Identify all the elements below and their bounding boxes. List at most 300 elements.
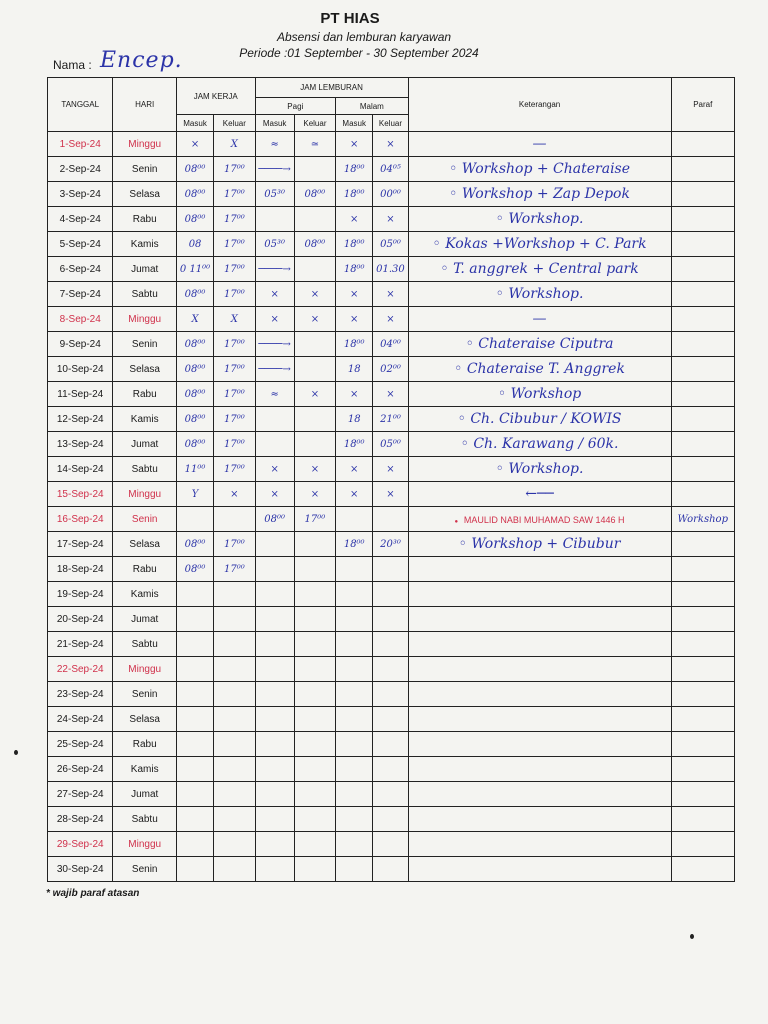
morning-ot-in-cell	[255, 832, 294, 857]
day-cell: Minggu	[113, 832, 176, 857]
work-out-cell: 17⁰⁰	[214, 182, 255, 207]
document-subtitle: Absensi dan lemburan karyawan	[276, 30, 452, 44]
paraf-cell	[671, 182, 735, 207]
night-ot-out-cell: 21⁰⁰	[373, 407, 408, 432]
paraf-cell	[671, 707, 735, 732]
morning-ot-in-cell	[255, 782, 294, 807]
night-ot-out-cell	[373, 682, 408, 707]
paraf-cell	[671, 582, 735, 607]
work-out-cell: 17⁰⁰	[214, 407, 255, 432]
day-cell: Senin	[113, 507, 176, 532]
table-row	[48, 282, 735, 307]
work-in-cell: Y	[176, 482, 213, 507]
paraf-cell	[671, 832, 735, 857]
morning-ot-out-cell	[294, 857, 335, 882]
night-ot-out-cell: ×	[373, 457, 408, 482]
night-ot-out-cell: 00⁰⁰	[373, 182, 408, 207]
night-ot-out-cell: ×	[373, 282, 408, 307]
date-cell: 5-Sep-24	[48, 232, 113, 257]
morning-ot-out-cell: 17⁰⁰	[294, 507, 335, 532]
night-ot-in-cell: 18⁰⁰	[336, 532, 373, 557]
day-cell: Kamis	[113, 582, 176, 607]
date-cell: 21-Sep-24	[48, 632, 113, 657]
table-row	[48, 807, 735, 832]
work-in-cell: 0 11⁰⁰	[176, 257, 213, 282]
date-cell: 26-Sep-24	[48, 757, 113, 782]
note-cell	[408, 757, 671, 782]
table-row	[48, 357, 735, 382]
table-row	[48, 557, 735, 582]
morning-ot-out-cell	[294, 807, 335, 832]
work-in-cell: 08⁰⁰	[176, 332, 213, 357]
date-cell: 9-Sep-24	[48, 332, 113, 357]
morning-ot-out-cell: ×	[294, 282, 335, 307]
night-ot-out-cell	[373, 607, 408, 632]
night-ot-in-cell	[336, 682, 373, 707]
morning-ot-out-cell: 08⁰⁰	[294, 232, 335, 257]
morning-ot-in-cell: ×	[255, 282, 294, 307]
work-in-cell: 08	[176, 232, 213, 257]
work-in-cell: 08⁰⁰	[176, 207, 213, 232]
night-ot-in-cell: ×	[336, 382, 373, 407]
night-ot-out-cell	[373, 832, 408, 857]
col-header-pagi-keluar: Keluar	[294, 115, 335, 132]
morning-ot-in-cell: ≈	[255, 132, 294, 157]
day-cell: Minggu	[113, 657, 176, 682]
table-row	[48, 182, 735, 207]
work-in-cell: 08⁰⁰	[176, 157, 213, 182]
work-in-cell: 08⁰⁰	[176, 357, 213, 382]
work-out-cell	[214, 832, 255, 857]
morning-ot-in-cell: 05³⁰	[255, 232, 294, 257]
night-ot-in-cell	[336, 507, 373, 532]
work-in-cell	[176, 782, 213, 807]
day-cell: Minggu	[113, 132, 176, 157]
date-cell: 24-Sep-24	[48, 707, 113, 732]
name-label: Nama :	[53, 58, 92, 72]
note-text: ◦ Workshop + Zap Depok	[449, 186, 630, 202]
note-text: ◦ Workshop	[497, 386, 582, 402]
note-text: ◦ Workshop.	[495, 211, 584, 227]
note-text: ◦ Workshop.	[495, 286, 584, 302]
morning-ot-out-cell	[294, 557, 335, 582]
morning-ot-out-cell	[294, 632, 335, 657]
note-cell	[408, 707, 671, 732]
work-in-cell: 08⁰⁰	[176, 432, 213, 457]
night-ot-out-cell: 02⁰⁰	[373, 357, 408, 382]
paraf-cell	[671, 732, 735, 757]
paraf-cell	[671, 232, 735, 257]
morning-ot-in-cell	[255, 557, 294, 582]
paraf-cell	[671, 632, 735, 657]
day-cell: Kamis	[113, 407, 176, 432]
morning-ot-out-cell: ×	[294, 382, 335, 407]
paraf-cell	[671, 457, 735, 482]
work-in-cell	[176, 682, 213, 707]
work-in-cell: 08⁰⁰	[176, 532, 213, 557]
table-row	[48, 307, 735, 332]
col-header-malam-keluar: Keluar	[373, 115, 408, 132]
paraf-cell	[671, 682, 735, 707]
day-cell: Rabu	[113, 557, 176, 582]
table-row	[48, 207, 735, 232]
note-cell	[408, 357, 671, 382]
col-header-pagi: Pagi	[255, 98, 336, 115]
note-cell	[408, 382, 671, 407]
date-cell: 23-Sep-24	[48, 682, 113, 707]
work-out-cell	[214, 732, 255, 757]
note-text: —	[532, 311, 547, 327]
work-out-cell	[214, 607, 255, 632]
morning-ot-out-cell: ×	[294, 307, 335, 332]
night-ot-out-cell: 05⁰⁰	[373, 432, 408, 457]
table-row	[48, 732, 735, 757]
attendance-table	[47, 77, 735, 882]
day-cell: Sabtu	[113, 632, 176, 657]
morning-ot-in-cell	[255, 207, 294, 232]
night-ot-out-cell: 20³⁰	[373, 532, 408, 557]
note-cell	[408, 232, 671, 257]
date-cell: 29-Sep-24	[48, 832, 113, 857]
morning-ot-out-cell	[294, 732, 335, 757]
work-out-cell: 17⁰⁰	[214, 432, 255, 457]
table-row	[48, 457, 735, 482]
night-ot-out-cell	[373, 707, 408, 732]
paraf-cell	[671, 507, 735, 532]
work-out-cell: 17⁰⁰	[214, 332, 255, 357]
night-ot-out-cell	[373, 782, 408, 807]
night-ot-in-cell	[336, 707, 373, 732]
table-row	[48, 857, 735, 882]
date-cell: 8-Sep-24	[48, 307, 113, 332]
col-header-malam: Malam	[336, 98, 409, 115]
date-cell: 20-Sep-24	[48, 607, 113, 632]
table-row	[48, 782, 735, 807]
paraf-cell	[671, 432, 735, 457]
note-cell	[408, 132, 671, 157]
note-cell	[408, 332, 671, 357]
col-header-jam-lemburan: JAM LEMBURAN	[255, 78, 408, 98]
day-cell: Minggu	[113, 482, 176, 507]
date-cell: 4-Sep-24	[48, 207, 113, 232]
morning-ot-out-cell	[294, 532, 335, 557]
day-cell: Jumat	[113, 782, 176, 807]
work-out-cell: X	[214, 132, 255, 157]
table-row	[48, 332, 735, 357]
day-cell: Senin	[113, 682, 176, 707]
night-ot-in-cell: 18⁰⁰	[336, 332, 373, 357]
footnote: * wajib paraf atasan	[46, 888, 140, 899]
note-cell	[408, 457, 671, 482]
paraf-cell	[671, 257, 735, 282]
night-ot-in-cell	[336, 607, 373, 632]
night-ot-in-cell: ×	[336, 482, 373, 507]
date-cell: 22-Sep-24	[48, 657, 113, 682]
morning-ot-out-cell	[294, 657, 335, 682]
date-cell: 13-Sep-24	[48, 432, 113, 457]
morning-ot-out-cell	[294, 257, 335, 282]
table-row	[48, 532, 735, 557]
night-ot-in-cell: 18⁰⁰	[336, 432, 373, 457]
work-in-cell	[176, 582, 213, 607]
work-out-cell	[214, 507, 255, 532]
note-cell	[408, 257, 671, 282]
morning-ot-out-cell: ×	[294, 482, 335, 507]
day-cell: Minggu	[113, 307, 176, 332]
work-out-cell	[214, 682, 255, 707]
note-text: ◦ Chateraise T. Anggrek	[454, 361, 625, 377]
day-cell: Selasa	[113, 182, 176, 207]
day-cell: Sabtu	[113, 457, 176, 482]
night-ot-out-cell	[373, 582, 408, 607]
work-in-cell	[176, 632, 213, 657]
night-ot-out-cell: ×	[373, 382, 408, 407]
table-row	[48, 232, 735, 257]
night-ot-in-cell: 18⁰⁰	[336, 182, 373, 207]
note-text: ◦ Kokas +Workshop + C. Park	[432, 236, 647, 252]
table-row	[48, 132, 735, 157]
work-out-cell	[214, 632, 255, 657]
note-cell	[408, 857, 671, 882]
night-ot-out-cell	[373, 857, 408, 882]
morning-ot-out-cell: 08⁰⁰	[294, 182, 335, 207]
morning-ot-in-cell: ×	[255, 482, 294, 507]
night-ot-in-cell	[336, 782, 373, 807]
note-cell	[408, 182, 671, 207]
paraf-cell	[671, 782, 735, 807]
date-cell: 6-Sep-24	[48, 257, 113, 282]
note-cell	[408, 532, 671, 557]
night-ot-out-cell	[373, 657, 408, 682]
paraf-cell	[671, 307, 735, 332]
night-ot-in-cell	[336, 857, 373, 882]
work-in-cell: ×	[176, 132, 213, 157]
col-header-tanggal: TANGGAL	[48, 78, 113, 132]
morning-ot-in-cell	[255, 607, 294, 632]
work-out-cell	[214, 707, 255, 732]
morning-ot-in-cell	[255, 707, 294, 732]
note-cell	[408, 432, 671, 457]
note-cell	[408, 582, 671, 607]
work-out-cell: 17⁰⁰	[214, 532, 255, 557]
night-ot-in-cell: 18⁰⁰	[336, 157, 373, 182]
night-ot-in-cell: ×	[336, 307, 373, 332]
day-cell: Jumat	[113, 432, 176, 457]
stray-mark	[690, 934, 694, 939]
note-cell	[408, 807, 671, 832]
col-header-keterangan: Keterangan	[408, 78, 671, 132]
day-cell: Senin	[113, 332, 176, 357]
date-cell: 19-Sep-24	[48, 582, 113, 607]
work-out-cell: 17⁰⁰	[214, 457, 255, 482]
paraf-cell	[671, 407, 735, 432]
work-in-cell: 11⁰⁰	[176, 457, 213, 482]
table-row	[48, 257, 735, 282]
bullet-icon: ●	[454, 519, 460, 525]
note-cell	[408, 657, 671, 682]
night-ot-in-cell	[336, 632, 373, 657]
morning-ot-in-cell: ────→	[255, 332, 294, 357]
date-cell: 27-Sep-24	[48, 782, 113, 807]
morning-ot-in-cell: 08⁰⁰	[255, 507, 294, 532]
col-header-malam-masuk: Masuk	[336, 115, 373, 132]
morning-ot-out-cell	[294, 832, 335, 857]
note-cell	[408, 282, 671, 307]
night-ot-out-cell: 05⁰⁰	[373, 232, 408, 257]
table-row	[48, 607, 735, 632]
table-row	[48, 582, 735, 607]
note-cell	[408, 207, 671, 232]
night-ot-in-cell	[336, 557, 373, 582]
table-row	[48, 757, 735, 782]
col-header-kerja-masuk: Masuk	[176, 115, 213, 132]
day-cell: Sabtu	[113, 807, 176, 832]
paraf-cell	[671, 657, 735, 682]
morning-ot-out-cell	[294, 357, 335, 382]
night-ot-in-cell: 18⁰⁰	[336, 232, 373, 257]
work-in-cell: X	[176, 307, 213, 332]
table-row	[48, 382, 735, 407]
stray-mark	[14, 750, 18, 755]
work-out-cell: 17⁰⁰	[214, 157, 255, 182]
morning-ot-in-cell: 05³⁰	[255, 182, 294, 207]
table-row	[48, 832, 735, 857]
table-row	[48, 657, 735, 682]
morning-ot-in-cell: ×	[255, 457, 294, 482]
night-ot-in-cell	[336, 732, 373, 757]
paraf-cell	[671, 857, 735, 882]
work-in-cell	[176, 757, 213, 782]
note-text: ←──	[525, 486, 554, 502]
morning-ot-in-cell	[255, 857, 294, 882]
work-out-cell	[214, 657, 255, 682]
night-ot-in-cell	[336, 657, 373, 682]
work-out-cell	[214, 782, 255, 807]
morning-ot-out-cell	[294, 407, 335, 432]
paraf-cell	[671, 607, 735, 632]
night-ot-in-cell	[336, 582, 373, 607]
note-cell	[408, 607, 671, 632]
morning-ot-out-cell	[294, 782, 335, 807]
night-ot-in-cell: 18	[336, 357, 373, 382]
date-cell: 14-Sep-24	[48, 457, 113, 482]
night-ot-out-cell: ×	[373, 132, 408, 157]
morning-ot-in-cell	[255, 657, 294, 682]
morning-ot-out-cell	[294, 707, 335, 732]
date-cell: 28-Sep-24	[48, 807, 113, 832]
work-out-cell: ×	[214, 482, 255, 507]
date-cell: 15-Sep-24	[48, 482, 113, 507]
night-ot-in-cell: ×	[336, 282, 373, 307]
note-text: ◦ Workshop + Cibubur	[458, 536, 621, 552]
morning-ot-out-cell	[294, 207, 335, 232]
work-in-cell	[176, 657, 213, 682]
paraf-cell	[671, 207, 735, 232]
table-row	[48, 682, 735, 707]
night-ot-out-cell: ×	[373, 207, 408, 232]
note-cell	[408, 507, 671, 532]
col-header-pagi-masuk: Masuk	[255, 115, 294, 132]
morning-ot-out-cell: ≃	[294, 132, 335, 157]
day-cell: Senin	[113, 857, 176, 882]
work-out-cell: 17⁰⁰	[214, 557, 255, 582]
date-cell: 18-Sep-24	[48, 557, 113, 582]
work-in-cell	[176, 507, 213, 532]
night-ot-in-cell	[336, 832, 373, 857]
night-ot-out-cell	[373, 757, 408, 782]
night-ot-in-cell: ×	[336, 132, 373, 157]
note-cell	[408, 307, 671, 332]
morning-ot-in-cell	[255, 582, 294, 607]
note-text: ◦ Workshop.	[495, 461, 584, 477]
morning-ot-in-cell	[255, 807, 294, 832]
paraf-text: Workshop	[677, 513, 728, 525]
day-cell: Rabu	[113, 382, 176, 407]
note-cell	[408, 682, 671, 707]
note-text: ◦ T. anggrek + Central park	[440, 261, 639, 277]
night-ot-out-cell	[373, 632, 408, 657]
paraf-cell	[671, 157, 735, 182]
night-ot-out-cell	[373, 732, 408, 757]
work-in-cell	[176, 807, 213, 832]
period-label: Periode :01 September - 30 September 2024	[239, 46, 479, 60]
morning-ot-out-cell	[294, 757, 335, 782]
note-cell	[408, 632, 671, 657]
morning-ot-out-cell	[294, 682, 335, 707]
work-out-cell	[214, 582, 255, 607]
paraf-cell	[671, 557, 735, 582]
date-cell: 7-Sep-24	[48, 282, 113, 307]
work-in-cell: 08⁰⁰	[176, 282, 213, 307]
night-ot-in-cell: ×	[336, 207, 373, 232]
date-cell: 1-Sep-24	[48, 132, 113, 157]
day-cell: Jumat	[113, 607, 176, 632]
note-text: ◦ Workshop + Chateraise	[449, 161, 631, 177]
work-out-cell	[214, 807, 255, 832]
note-text: ◦ Chateraise Ciputra	[465, 336, 614, 352]
work-in-cell: 08⁰⁰	[176, 382, 213, 407]
night-ot-out-cell: ×	[373, 482, 408, 507]
note-cell	[408, 482, 671, 507]
date-cell: 11-Sep-24	[48, 382, 113, 407]
table-row	[48, 707, 735, 732]
paraf-cell	[671, 532, 735, 557]
night-ot-out-cell: 01.30	[373, 257, 408, 282]
work-in-cell	[176, 857, 213, 882]
table-row	[48, 407, 735, 432]
work-in-cell	[176, 707, 213, 732]
company-title: PT HIAS	[320, 10, 380, 27]
day-cell: Selasa	[113, 357, 176, 382]
night-ot-in-cell: 18⁰⁰	[336, 257, 373, 282]
employee-name: Encep.	[100, 48, 183, 73]
date-cell: 2-Sep-24	[48, 157, 113, 182]
paraf-cell	[671, 757, 735, 782]
morning-ot-out-cell: ×	[294, 457, 335, 482]
morning-ot-in-cell	[255, 757, 294, 782]
day-cell: Senin	[113, 157, 176, 182]
paraf-cell	[671, 357, 735, 382]
morning-ot-in-cell	[255, 532, 294, 557]
night-ot-out-cell	[373, 507, 408, 532]
day-cell: Selasa	[113, 532, 176, 557]
paraf-cell	[671, 332, 735, 357]
day-cell: Selasa	[113, 707, 176, 732]
paraf-cell	[671, 807, 735, 832]
morning-ot-in-cell: ────→	[255, 357, 294, 382]
night-ot-out-cell	[373, 557, 408, 582]
work-out-cell: 17⁰⁰	[214, 232, 255, 257]
